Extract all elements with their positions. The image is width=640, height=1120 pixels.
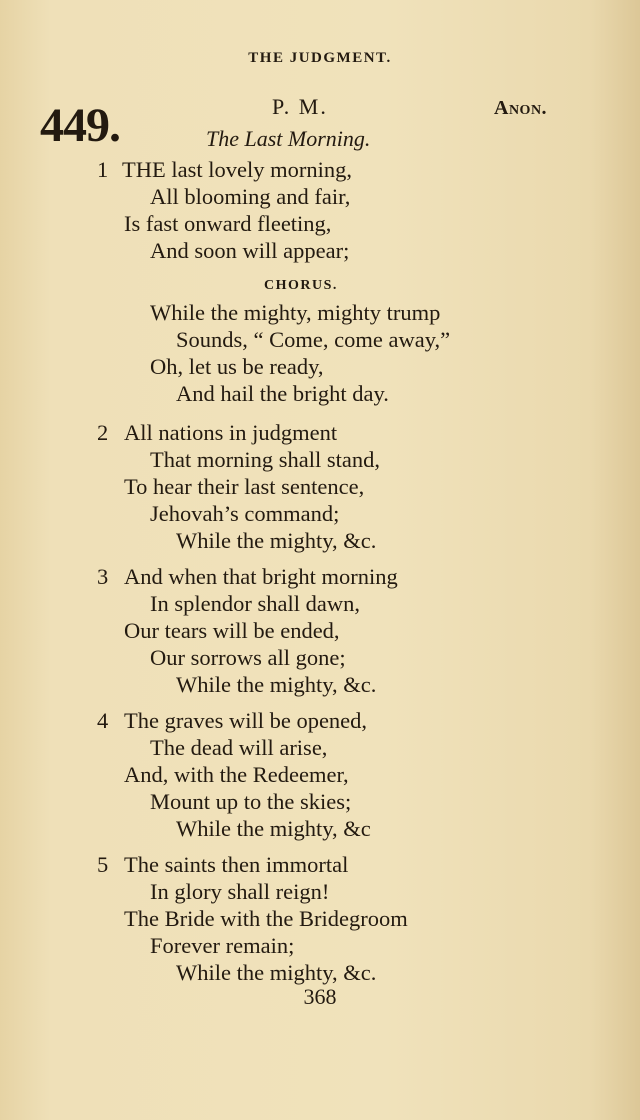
stanza-number: 4 [97, 708, 109, 733]
verse-line: Mount up to the skies; [150, 789, 352, 814]
verse-line: While the mighty, &c. [176, 960, 377, 985]
hymn-author: Anon. [494, 97, 548, 119]
hymn-number: 449. [40, 99, 120, 152]
verse-line: In glory shall reign! [150, 879, 330, 904]
verse-line: Our sorrows all gone; [150, 645, 346, 670]
verse-line: In splendor shall dawn, [150, 591, 360, 616]
verse-line: While the mighty, &c. [176, 528, 377, 553]
page-number: 368 [303, 984, 337, 1009]
verse-line: And hail the bright day. [176, 381, 389, 406]
running-head: THE JUDGMENT. [248, 50, 392, 66]
verse-line: And soon will appear; [150, 238, 350, 263]
stanza-number: 3 [97, 564, 109, 589]
verse-line: Our tears will be ended, [124, 618, 340, 643]
verse-line: While the mighty, &c [176, 816, 371, 841]
stanza-number: 5 [97, 852, 109, 877]
verse-line: Oh, let us be ready, [150, 354, 324, 379]
verse-line: And, with the Redeemer, [124, 762, 349, 787]
verse-line: All nations in judgment [124, 420, 338, 445]
verse-line: Is fast onward fleeting, [124, 211, 332, 236]
verse-line: That morning shall stand, [150, 447, 380, 472]
verse-line: THE last lovely morning, [122, 157, 352, 182]
hymn-title: The Last Morning. [206, 126, 371, 151]
verse-line: Forever remain; [150, 933, 295, 958]
verse-line: Jehovah’s command; [150, 501, 340, 526]
verse-line: Sounds, “ Come, come away,” [176, 327, 451, 352]
verse-line: The Bride with the Bridegroom [124, 906, 408, 931]
verse-line: The saints then immortal [124, 852, 349, 877]
verse-line: And when that bright morning [124, 564, 398, 589]
verse-line: The dead will arise, [150, 735, 328, 760]
hymn-meter: P. M. [272, 94, 328, 119]
chorus-label: CHORUS. [264, 278, 338, 293]
verse-line: The graves will be opened, [124, 708, 368, 733]
verse-line: All blooming and fair, [150, 184, 351, 209]
verse-line: While the mighty, &c. [176, 672, 377, 697]
verse-line: To hear their last sentence, [124, 474, 365, 499]
stanza-number: 2 [97, 420, 109, 445]
verse-line: While the mighty, mighty trump [150, 300, 441, 325]
stanza-number: 1 [97, 157, 109, 182]
